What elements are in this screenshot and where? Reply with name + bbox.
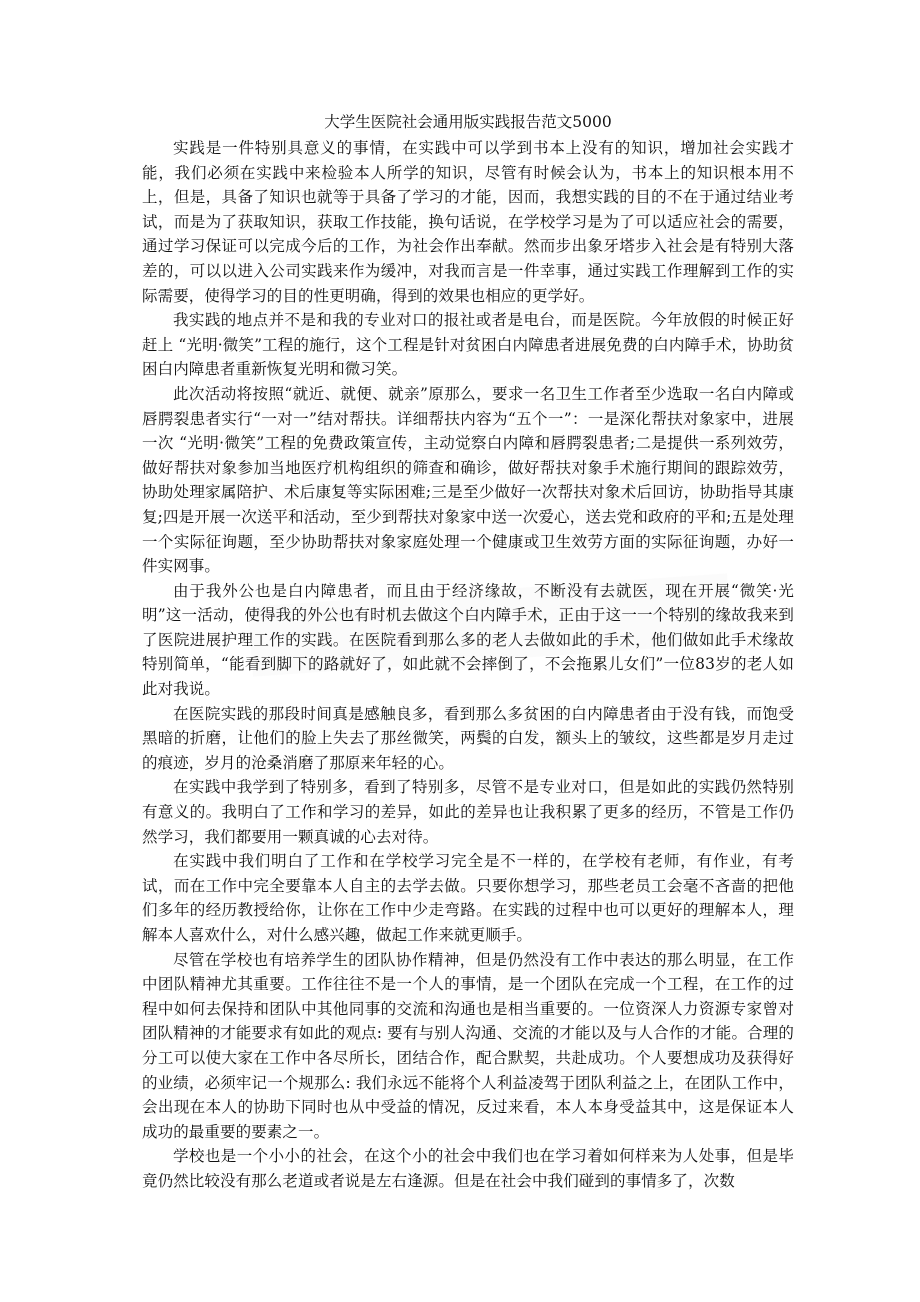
document-title: 大学生医院社会通用版实践报告范文5000 xyxy=(324,113,612,131)
paragraph-3: 此次活动将按照“就近、就便、就亲”原那么，要求一名卫生工作者至少选取一名白内障或唇腭裂患者实行“一对一”结对帮扶。详细帮扶内容为“五个一”：一是深化帮扶对象家中，进展一次 “光明·微笑”工程的免费政策宣传，主动觉察白内障和唇腭裂患者;二是提供一系列效劳，做好帮扶对象参加当地医疗机构组织的筛查和确诊，做好帮扶对象手术施行期间的跟踪效劳，协助处理家属陪护、术后康复等实际困难;三是至少做好一次帮扶对象术后回访，协助指导其康复;四是开展一次送平和活动，至少到帮扶对象家中送一次爱心，送去党和政府的平和;五是处理一个实际征询题，至少协助帮扶对象家庭处理一个健康或卫生效劳方面的实际征询题，办好一件实网事。 xyxy=(142,384,794,576)
paragraph-1: 实践是一件特别具意义的事情，在实践中可以学到书本上没有的知识，增加社会实践才能，我们必须在实践中来检验本人所学的知识，尽管有时候会认为，书本上的知识根本用不上，但是，具备了知识也就等于具备了学习的才能，因而，我想实践的目的不在于通过结业考试，而是为了获取知识，获取工作技能，换句话说，在学校学习是为了可以适应社会的需要，通过学习保证可以完成今后的工作，为社会作出奉献。然而步出象牙塔步入社会是有特别大落差的，可以以进入公司实践来作为缓冲，对我而言是一件幸事，通过实践工作理解到工作的实际需要，使得学习的目的性更明确，得到的效果也相应的更学好。 xyxy=(142,139,794,305)
paragraph-7: 在实践中我们明白了工作和在学校学习完全是不一样的，在学校有老师，有作业，有考试，而在工作中完全要靠本人自主的去学去做。只要你想学习，那些老员工会毫不吝啬的把他们多年的经历教授给你，让你在工作中少走弯路。在实践的过程中也可以更好的理解本人，理解本人喜欢什么，对什么感兴趣，做起工作来就更顺手。 xyxy=(142,852,794,944)
paragraph-8: 尽管在学校也有培养学生的团队协作精神，但是仍然没有工作中表达的那么明显，在工作中团队精神尤其重要。工作往往不是一个人的事情，是一个团队在完成一个工程，在工作的过程中如何去保持和团队中其他同事的交流和沟通也是相当重要的。一位资深人力资源专家曾对团队精神的才能要求有如此的观点: 要有与别人沟通、交流的才能以及与人合作的才能。合理的分工可以使大家在工作中各尽所长，团结合作，配合默契，共赴成功。个人要想成功及获得好的业绩，必须牢记一个规那么: 我们永远不能将个人利益凌驾于团队利益之上，在团队工作中，会出现在本人的协助下同时也从中受益的情况，反过来看，本人本身受益其中，这是保证本人成功的最重要的要素之一。 xyxy=(142,950,794,1141)
document-page xyxy=(142,110,794,1194)
paragraph-6: 在实践中我学到了特别多，看到了特别多，尽管不是专业对口，但是如此的实践仍然特别有意义的。我明白了工作和学习的差异，如此的差异也让我积累了更多的经历，不管是工作仍然学习，我们都要用一颗真诚的心去对待。 xyxy=(142,778,794,846)
paragraph-4: 由于我外公也是白内障患者，而且由于经济缘故，不断没有去就医，现在开展“微笑·光明”这一活动，使得我的外公也有时机去做这个白内障手术，正由于这一一个特别的缘故我来到了医院进展护理工作的实践。在医院看到那么多的老人去做如此的手术，他们做如此手术缘故特别简单，“能看到脚下的路就好了，如此就不会摔倒了，不会拖累儿女们”一位83岁的老人如此对我说。 xyxy=(142,581,794,699)
paragraph-5: 在医院实践的那段时间真是感触良多，看到那么多贫困的白内障患者由于没有钱，而饱受黑暗的折磨，让他们的脸上失去了那丝微笑，两鬓的白发，额头上的皱纹，这些都是岁月走过的痕迹，岁月的沧桑消磨了那原来年轻的心。 xyxy=(142,704,794,772)
paragraph-9: 学校也是一个小小的社会，在这个小的社会中我们也在学习着如何样来为人处事，但是毕竟仍然比较没有那么老道或者说是左右逢源。但是在社会中我们碰到的事情多了，次数 xyxy=(142,1147,794,1190)
paragraph-2: 我实践的地点并不是和我的专业对口的报社或者是电台，而是医院。今年放假的时候正好赶上 “光明·微笑”工程的施行，这个工程是针对贫困白内障患者进展免费的白内障手术，协助贫困白内障患者重新恢复光明和微习笑。 xyxy=(142,311,794,379)
